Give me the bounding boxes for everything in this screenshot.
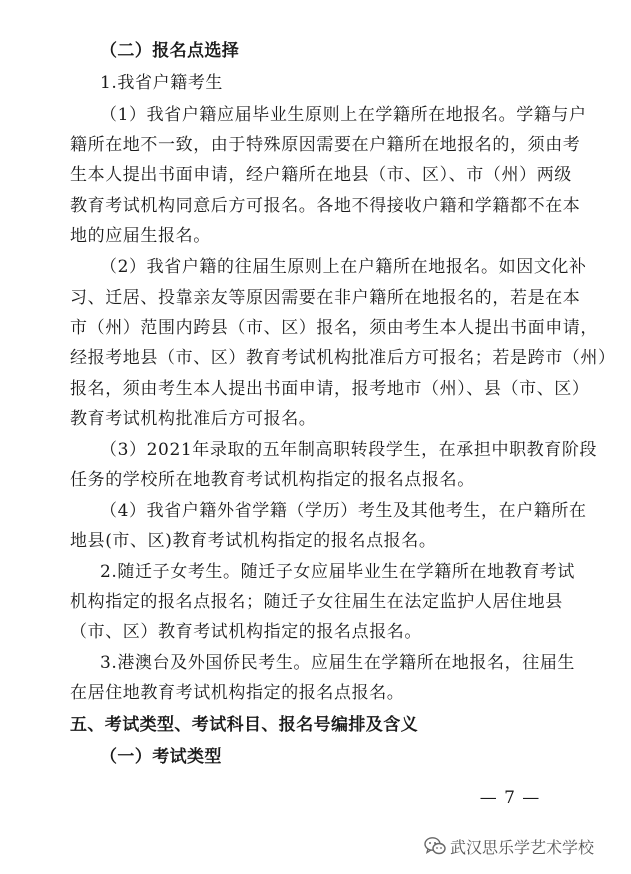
- item2-line: （市、区）教育考试机构指定的报名点报名。: [70, 622, 422, 642]
- item1-title: 1.我省户籍考生: [100, 73, 224, 93]
- watermark-text: 武汉思乐学艺术学校: [450, 837, 595, 857]
- item3-line: 在居住地教育考试机构指定的报名点报名。: [70, 683, 405, 703]
- para2-line: 报名，须由考生本人提出书面申请，报考地市（州）、县（市、区）: [70, 379, 590, 399]
- item2-line: 机构指定的报名点报名；随迁子女往届生在法定监护人居住地县: [70, 592, 563, 612]
- para3-line: 任务的学校所在地教育考试机构指定的报名点报名。: [70, 470, 475, 490]
- para2-line: 市（州）范围内跨县（市、区）报名，须由考生本人提出书面申请，: [70, 318, 598, 338]
- para1-line: （1）我省户籍应届毕业生原则上在学籍所在地报名。学籍与户: [100, 105, 587, 125]
- subsection1-heading: （一）考试类型: [100, 747, 222, 767]
- para4-line: 地县(市、区)教育考试机构指定的报名点报名。: [70, 531, 437, 551]
- watermark: [424, 835, 594, 857]
- para1-line: 教育考试机构同意后方可报名。各地不得接收户籍和学籍都不在本: [70, 196, 581, 216]
- wechat-icon: [424, 836, 446, 856]
- para4-line: （4）我省户籍外省学籍（学历）考生及其他考生，在户籍所在: [100, 501, 587, 521]
- para2-line: （2）我省户籍的往届生原则上在户籍所在地报名。如因文化补: [100, 257, 587, 277]
- para2-line: 教育考试机构批准后方可报名。: [70, 409, 317, 429]
- para3-line: （3）2021年录取的五年制高职转段学生，在承担中职教育阶段: [100, 440, 598, 460]
- item3-line: 3.港澳台及外国侨民考生。应届生在学籍所在地报名，往届生: [100, 653, 576, 673]
- item2-line: 2.随迁子女考生。随迁子女应届毕业生在学籍所在地教育考试: [100, 562, 576, 582]
- para1-line: 地的应届生报名。: [70, 226, 211, 246]
- page-number: — 7 —: [479, 788, 541, 808]
- para1-line: 生本人提出书面申请，经户籍所在地县（市、区）、市（州）两级: [70, 165, 572, 185]
- para2-line: 习、迁居、投靠亲友等原因需要在非户籍所在地报名的，若是在本: [70, 288, 581, 308]
- para1-line: 籍所在地不一致，由于特殊原因需要在户籍所在地报名的，须由考: [70, 135, 581, 155]
- para2-line: 经报考地县（市、区）教育考试机构批准后方可报名；若是跨市（州）: [70, 348, 616, 368]
- heading-registration-site: （二）报名点选择: [100, 41, 240, 61]
- section5-heading: 五、考试类型、考试科目、报名号编排及含义: [70, 715, 418, 735]
